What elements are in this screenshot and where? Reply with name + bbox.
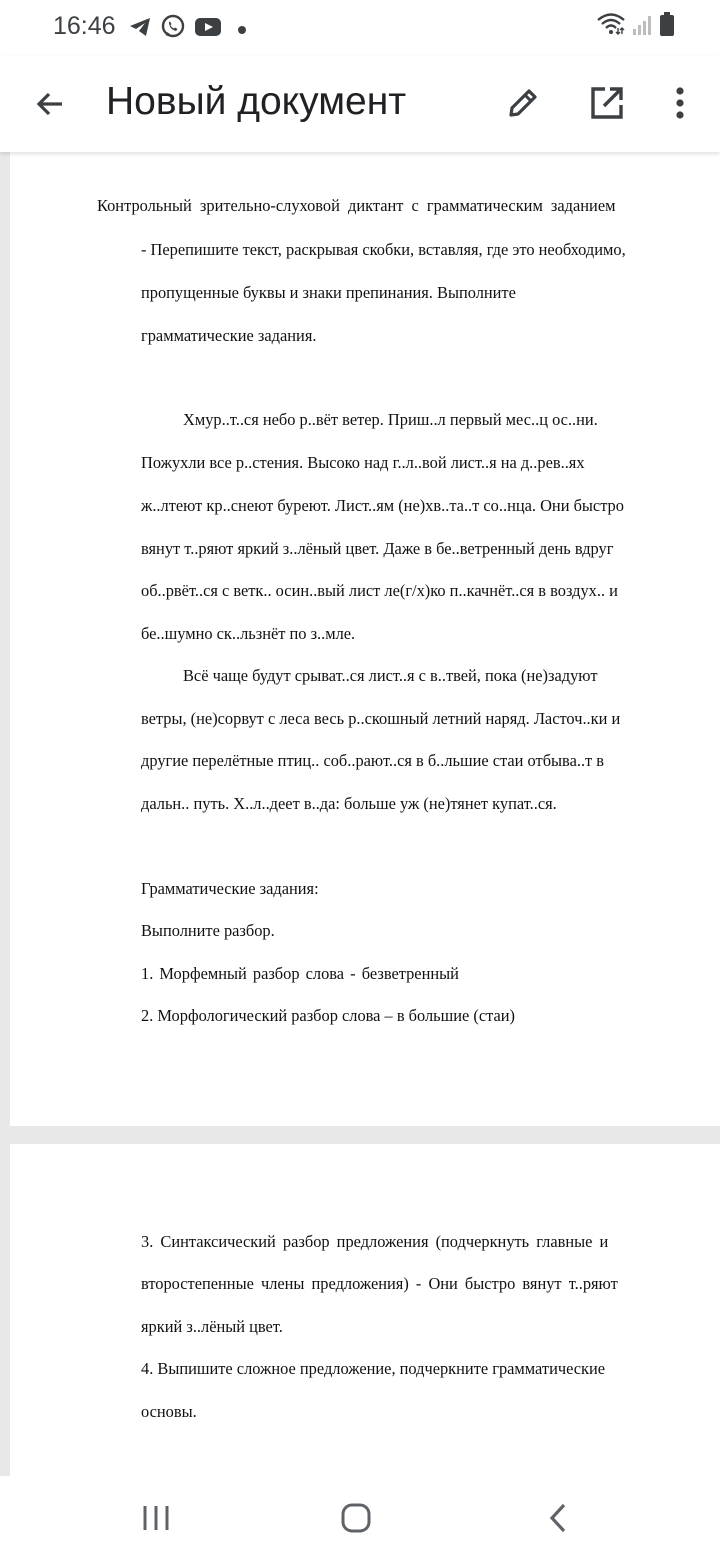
signal-icon — [632, 14, 654, 41]
task-line: 1. Морфемный разбор слова - безветренный — [141, 964, 459, 983]
edit-pencil-icon — [505, 85, 541, 121]
grammar-intro: Выполните разбор. — [141, 921, 275, 940]
recent-apps-icon — [138, 1500, 174, 1536]
youtube-icon — [194, 16, 222, 43]
edit-button[interactable] — [500, 80, 546, 126]
status-time: 16:46 — [53, 12, 116, 40]
task-line: яркий з..лёный цвет. — [141, 1317, 283, 1336]
notification-dot — [238, 26, 246, 34]
paragraph-line: другие перелётные птиц.. соб..рают..ся в б..льшие стаи отбыва..т в — [141, 751, 605, 770]
status-bar — [0, 0, 720, 56]
instruction-line: грамматические задания. — [141, 326, 317, 345]
viber-icon — [160, 14, 186, 45]
instruction-line: пропущенные буквы и знаки препинания. Выполните — [141, 283, 516, 302]
document-title: Новый документ — [106, 80, 407, 123]
status-notification-icons — [128, 14, 246, 45]
paragraph-line: бе..шумно ск..льзнёт по з..мле. — [141, 624, 356, 643]
paragraph-line: Пожухли все р..стения. Высоко над г..л..вой лист..я на д..рев..ях — [141, 453, 585, 472]
recent-apps-button[interactable] — [138, 1500, 174, 1536]
nav-back-button[interactable] — [540, 1500, 576, 1536]
more-vert-icon — [675, 86, 685, 120]
paragraph-line: Хмур..т..ся небо р..вёт ветер. Приш..л первый мес..ц ос..ни. — [183, 410, 598, 429]
telegram-icon — [128, 16, 152, 43]
task-line: второстепенные члены предложения) - Они быстро вянут т..ряют — [141, 1274, 618, 1293]
paragraph-line: ж..лтеют кр..снеют буреют. Лист..ям (не)хв..та..т со..нца. Они быстро — [141, 496, 624, 515]
document-viewer[interactable] — [0, 152, 720, 1476]
status-system-icons — [596, 12, 674, 41]
paragraph-line: вянут т..ряют яркий з..лёный цвет. Даже в бе..ветренный день вдруг — [141, 539, 614, 558]
task-line: основы. — [141, 1402, 197, 1421]
paragraph-line: Всё чаще будут срыват..ся лист..я с в..твей, пока (не)задуют — [183, 666, 598, 685]
task-line: 2. Морфологический разбор слова – в большие (стаи) — [141, 1006, 516, 1025]
open-external-icon — [589, 85, 625, 121]
nav-back-icon — [540, 1500, 576, 1536]
task-line: 4. Выпишите сложное предложение, подчеркните грамматические — [141, 1359, 606, 1378]
grammar-title: Грамматические задания: — [141, 879, 319, 898]
app-bar — [0, 56, 720, 152]
paragraph-line: ветры, (не)сорвут с леса весь р..скошный летний наряд. Ласточ..ки и — [141, 709, 621, 728]
instruction-line: - Перепишите текст, раскрывая скобки, вставляя, где это необходимо, — [141, 240, 626, 259]
document-heading: Контрольный зрительно-слуховой диктант с грамматическим заданием — [97, 196, 616, 215]
document-page-1 — [10, 152, 720, 1126]
task-line: 3. Синтаксический разбор предложения (подчеркнуть главные и — [141, 1232, 609, 1251]
paragraph-line: дальн.. путь. Х..л..деет в..да: больше уж (не)тянет купат..ся. — [141, 794, 557, 813]
document-page-2 — [10, 1144, 720, 1476]
back-arrow-icon — [34, 88, 66, 120]
more-options-button[interactable] — [660, 80, 700, 126]
system-nav-bar — [0, 1476, 720, 1560]
home-button[interactable] — [338, 1500, 374, 1536]
open-in-app-button[interactable] — [584, 80, 630, 126]
paragraph-line: об..рвёт..ся с ветк.. осин..вый лист ле(г/х)ко п..качнёт..ся в воздух.. и — [141, 581, 618, 600]
battery-icon — [660, 12, 674, 41]
wifi-icon — [596, 12, 626, 41]
back-button[interactable] — [28, 82, 72, 126]
home-icon — [338, 1500, 374, 1536]
